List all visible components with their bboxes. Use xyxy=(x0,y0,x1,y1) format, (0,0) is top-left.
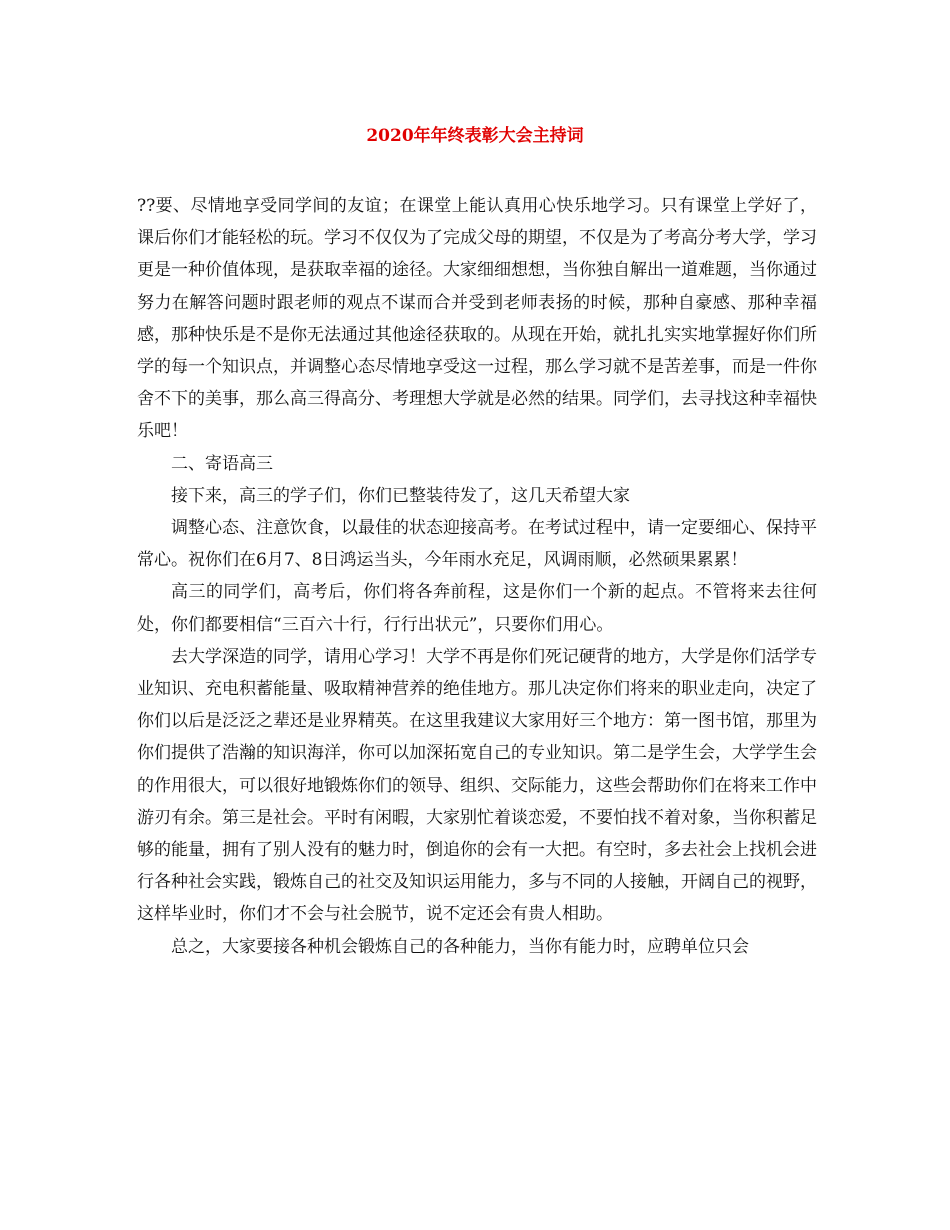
paragraph: 高三的同学们，高考后，你们将各奔前程，这是你们一个新的起点。不管将来去往何处，你们都要相信“三百六十行，行行出状元”，只要你们用心。 xyxy=(137,582,817,635)
section-heading: 二、寄语高三 xyxy=(171,453,273,474)
document-title: 2020年年终表彰大会主持词 xyxy=(366,126,584,146)
paragraph: 调整心态、注意饮食，以最佳的状态迎接高考。在考试过程中，请一定要细心、保持平常心。祝你们在6月7、8日鸿运当头，今年雨水充足，风调雨顺，必然硕果累累！ xyxy=(137,518,817,571)
document-body xyxy=(137,190,817,963)
paragraph: 总之，大家要接各种机会锻炼自己的各种能力，当你有能力时，应聘单位只会 xyxy=(171,936,749,957)
paragraph: ??要、尽情地享受同学间的友谊；在课堂上能认真用心快乐地学习。只有课堂上学好了，课后你们才能轻松的玩。学习不仅仅为了完成父母的期望，不仅是为了考高分考大学，学习更是一种价值体现，是获取幸福的途径。大家细细想想，当你独自解出一道难题，当你通过努力在解答问题时跟老师的观点不谋而合并受到老师表扬的时候，那种自豪感、那种幸福感，那种快乐是不是你无法通过其他途径获取的。从现在开始，就扎扎实实地掌握好你们所学的每一个知识点，并调整心态尽情地享受这一过程，那么学习就不是苦差事，而是一件你舍不下的美事，那么高三得高分、考理想大学就是必然的结果。同学们，去寻找这种幸福快乐吧！ xyxy=(137,196,817,442)
paragraph: 去大学深造的同学，请用心学习！大学不再是你们死记硬背的地方，大学是你们活学专业知识、充电积蓄能量、吸取精神营养的绝佳地方。那儿决定你们将来的职业走向，决定了你们以后是泛泛之辈还是业界精英。在这里我建议大家用好三个地方：第一图书馆，那里为你们提供了浩瀚的知识海洋，你可以加深拓宽自己的专业知识。第二是学生会，大学学生会的作用很大，可以很好地锻炼你们的领导、组织、交际能力，这些会帮助你们在将来工作中游刃有余。第三是社会。平时有闲暇，大家别忙着谈恋爱，不要怕找不着对象，当你积蓄足够的能量，拥有了别人没有的魅力时，倒追你的会有一大把。有空时，多去社会上找机会进行各种社会实践，锻炼自己的社交及知识运用能力，多与不同的人接触，开阔自己的视野，这样毕业时，你们才不会与社会脱节，说不定还会有贵人相助。 xyxy=(137,646,817,925)
paragraph: 接下来，高三的学子们，你们已整装待发了，这几天希望大家 xyxy=(171,485,630,506)
